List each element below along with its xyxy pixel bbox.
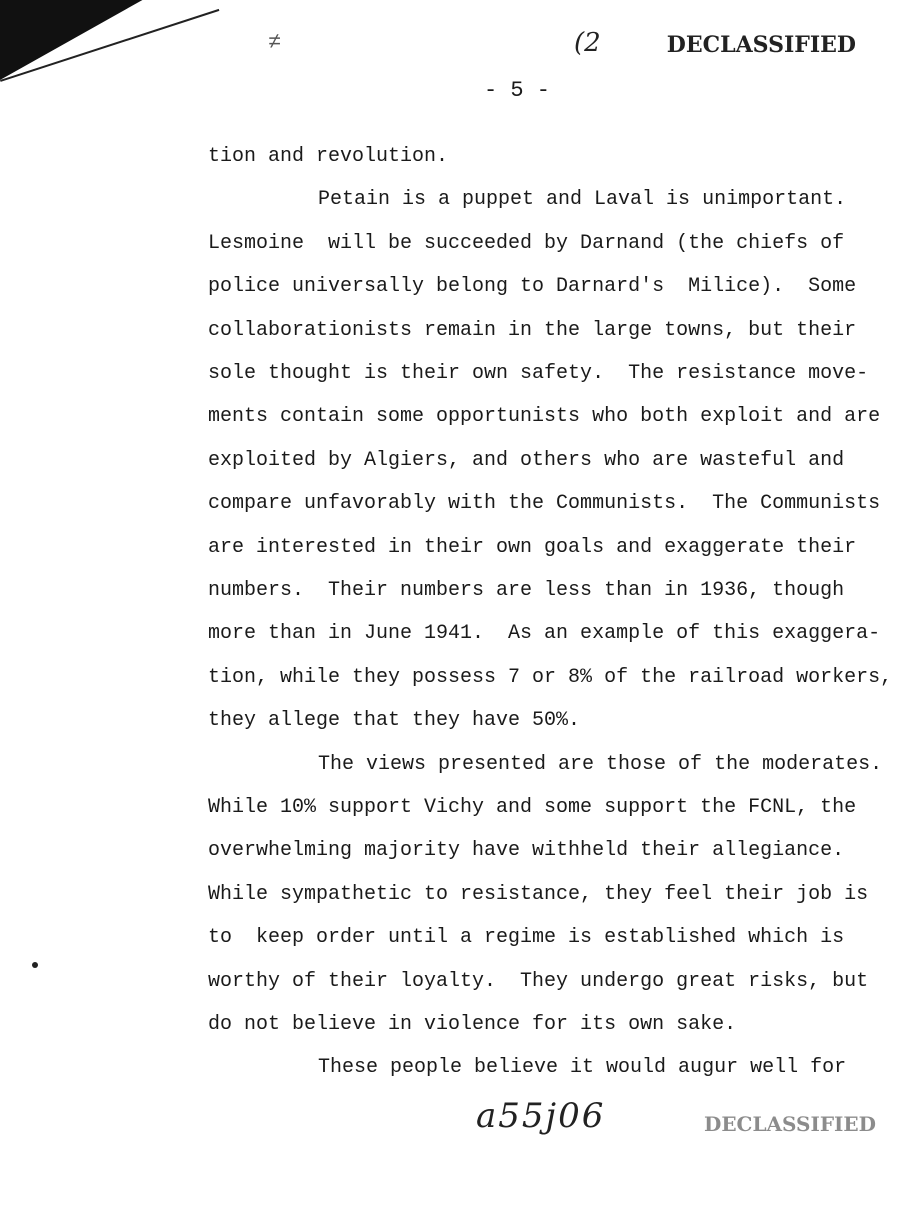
- text-line: Petain is a puppet and Laval is unimportant.: [318, 188, 847, 212]
- text-line: ments contain some opportunists who both exploit and are: [208, 405, 881, 429]
- text-line: sole thought is their own safety. The resistance move-: [208, 362, 869, 385]
- text-line: worthy of their loyalty. They undergo great risks, but: [208, 969, 869, 993]
- header-mark-right: (2: [574, 28, 601, 58]
- text-line: exploited by Algiers, and others who are wasteful and: [208, 448, 845, 472]
- text-line: overwhelming majority have withheld their allegiance.: [208, 839, 845, 863]
- scan-edge-shadow: [0, 0, 190, 80]
- text-line: police universally belong to Darnard's Milice). Some: [208, 275, 857, 299]
- text-line: These people believe it would augur well for: [318, 1056, 847, 1080]
- header-mark-left: ≠: [268, 30, 282, 55]
- text-line: do not believe in violence for its own sake.: [208, 1013, 737, 1036]
- text-line: to keep order until a regime is established which is: [208, 926, 845, 950]
- text-line: tion and revolution.: [208, 145, 449, 168]
- margin-mark: [32, 962, 38, 968]
- page-number: - 5 -: [484, 78, 551, 103]
- text-line: they allege that they have 50%.: [208, 709, 581, 733]
- text-line: While 10% support Vichy and some support the FCNL, the: [208, 796, 857, 819]
- handwritten-note: a55j06: [476, 1096, 606, 1136]
- text-line: While sympathetic to resistance, they feel their job is: [208, 882, 869, 906]
- text-line: tion, while they possess 7 or 8% of the railroad workers,: [208, 665, 893, 689]
- text-line: numbers. Their numbers are less than in 1936, though: [208, 579, 845, 602]
- text-line: are interested in their own goals and exaggerate their: [208, 535, 857, 559]
- text-line: more than in June 1941. As an example of this exaggera-: [208, 622, 881, 646]
- declassified-stamp-top: DECLASSIFIED: [666, 32, 856, 58]
- declassified-stamp-bottom: DECLASSIFIED: [703, 1112, 876, 1136]
- text-line: Lesmoine will be succeeded by Darnand (the chiefs of: [208, 231, 845, 255]
- text-line: The views presented are those of the moderates.: [318, 752, 883, 776]
- text-line: collaborationists remain in the large towns, but their: [208, 318, 857, 342]
- text-line: compare unfavorably with the Communists. The Communists: [208, 492, 881, 516]
